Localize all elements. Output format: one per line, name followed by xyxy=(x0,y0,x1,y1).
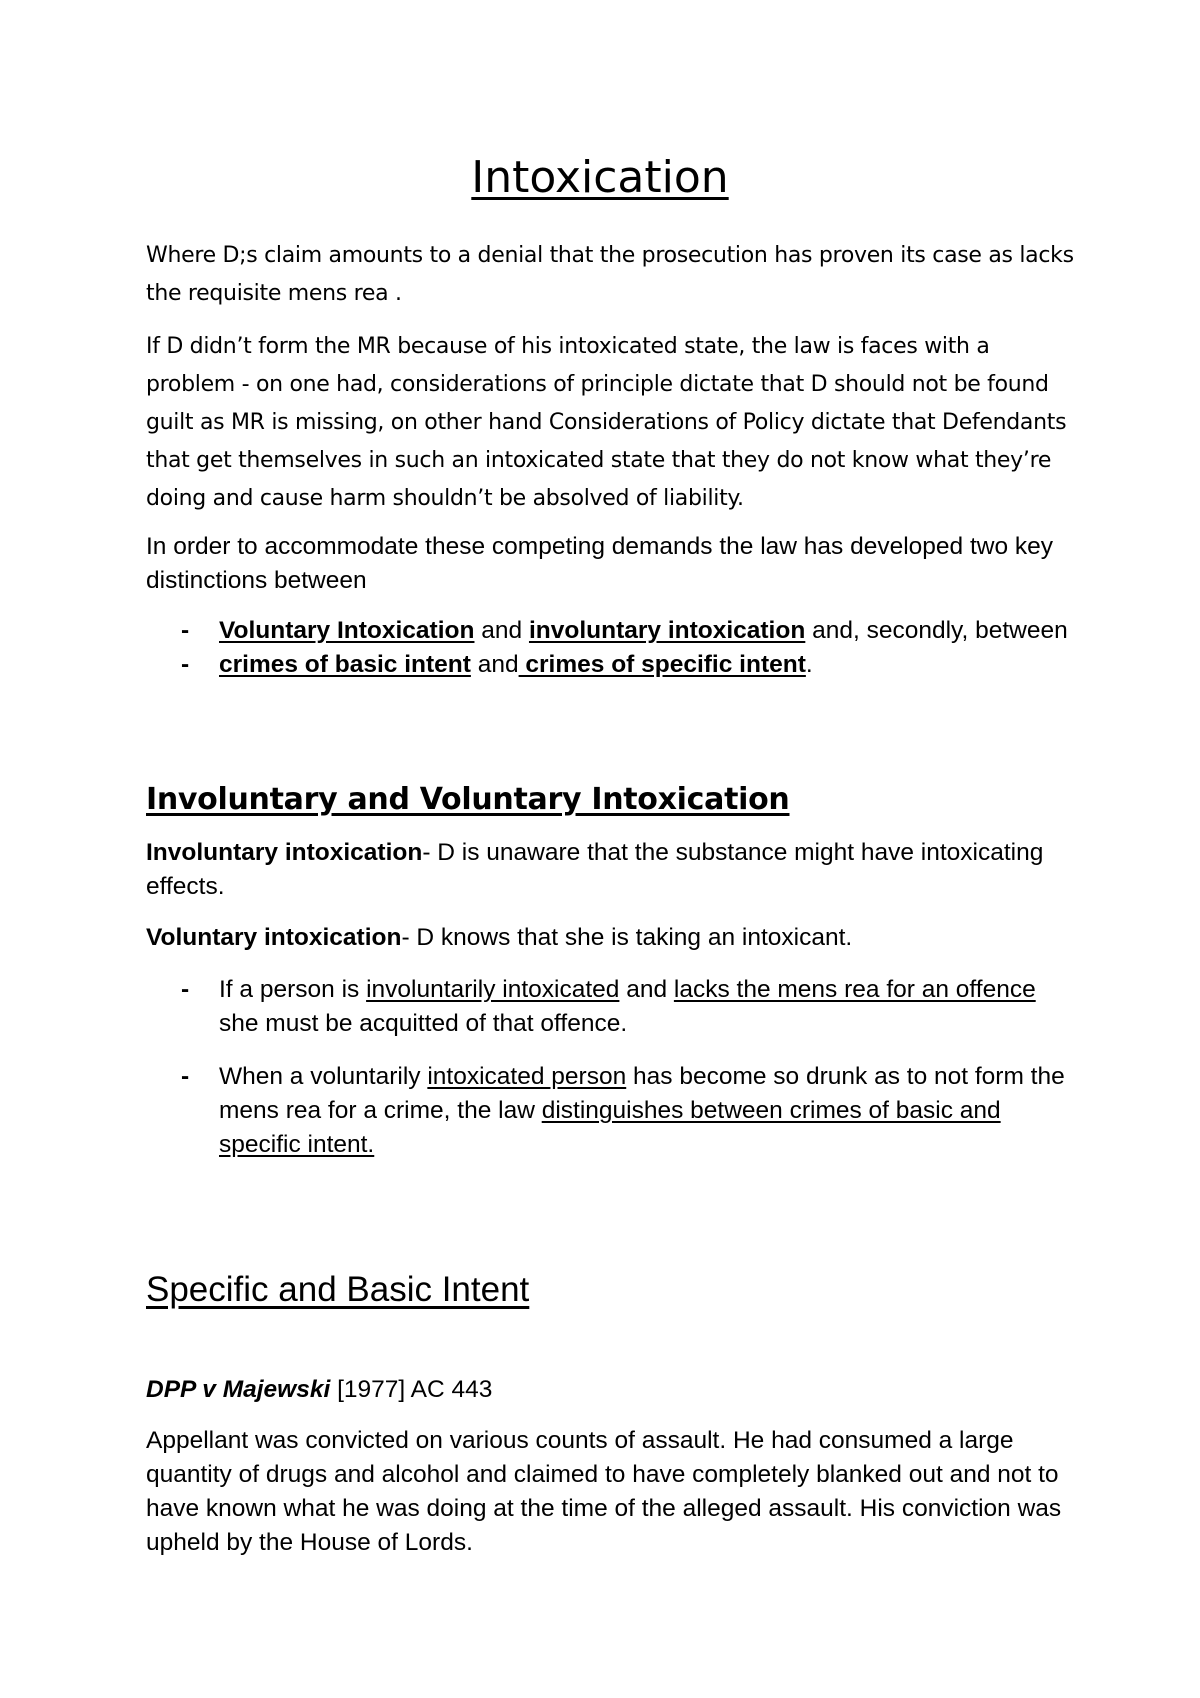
definition-involuntary xyxy=(146,836,1076,904)
rule-text: and xyxy=(619,976,674,1003)
rule-underlined-text: involuntarily intoxicated xyxy=(366,976,620,1003)
case-summary: Appellant was convicted on various counts of assault. He had consumed a large quantity of drugs and alcohol and claimed to have completely blanked out and not to have known what he was doing at the time of the alleged assault. His conviction was upheld by the House of Lords. xyxy=(146,1427,1062,1556)
continuation-text: and, secondly, between xyxy=(805,617,1068,644)
bullet-dash: - xyxy=(181,976,190,1003)
rule-underlined-text: lacks the mens rea for an offence xyxy=(673,976,1036,1003)
list-item xyxy=(146,648,1076,682)
rule-text: If a person is xyxy=(219,976,367,1003)
bullet-dash: - xyxy=(181,1063,190,1090)
definition-term: Voluntary intoxication xyxy=(146,924,402,951)
rule-underlined-text: distinguishes between crimes of basic and specific intent. xyxy=(219,1097,1001,1158)
case-reference: [1977] AC 443 xyxy=(330,1376,493,1403)
rule-underlined-text: intoxicated person xyxy=(427,1063,627,1090)
case-citation xyxy=(146,1373,1076,1407)
list-item xyxy=(146,973,1076,1041)
definition-text: - D is unaware that the substance might have intoxicating effects. xyxy=(146,839,1044,900)
term-specific-intent: crimes of specific intent xyxy=(518,651,806,678)
list-item xyxy=(146,1060,1076,1162)
rule-text: has become so drunk as to not form the mens rea for a crime, the law xyxy=(219,1063,1065,1124)
connector-text: and xyxy=(470,651,519,678)
end-punctuation: . xyxy=(805,651,813,678)
definition-voluntary xyxy=(146,921,1076,955)
case-name: DPP v Majewski xyxy=(146,1376,331,1403)
term-voluntary-intoxication: Voluntary Intoxication xyxy=(219,617,475,644)
section-heading-intoxication-types: Involuntary and Voluntary Intoxication xyxy=(146,782,790,817)
rule-text: When a voluntarily xyxy=(219,1063,428,1090)
intro-paragraph-1: Where D;s claim amounts to a denial that the prosecution has proven its case as lacks the requisite mens rea . xyxy=(146,243,1074,306)
distinctions-list xyxy=(146,614,1076,682)
term-basic-intent: crimes of basic intent xyxy=(219,651,471,678)
page-title: Intoxication xyxy=(471,152,729,203)
intro-paragraph-3: In order to accommodate these competing demands the law has developed two key distinctions between xyxy=(146,533,1054,594)
definition-text: - D knows that she is taking an intoxicant. xyxy=(401,924,853,951)
connector-text: and xyxy=(474,617,529,644)
intro-paragraph-2: If D didn’t form the MR because of his intoxicated state, the law is faces with a problem - on one had, considerations of principle dictate that D should not be found guilt as MR is missing, on other hand Considerations of Policy dictate that Defendants that get themselves in such an intoxicated state that they do not know what they’re doing and cause harm shouldn’t be absolved of liability. xyxy=(146,334,1067,511)
definition-term: Involuntary intoxication xyxy=(146,839,423,866)
rule-text: she must be acquitted of that offence. xyxy=(219,1010,628,1037)
list-item xyxy=(146,614,1076,648)
section-heading-intent: Specific and Basic Intent xyxy=(146,1270,530,1309)
term-involuntary-intoxication: involuntary intoxication xyxy=(528,617,806,644)
bullet-dash: - xyxy=(181,617,190,644)
bullet-dash: - xyxy=(181,651,190,678)
intoxication-rules-list xyxy=(146,973,1076,1162)
